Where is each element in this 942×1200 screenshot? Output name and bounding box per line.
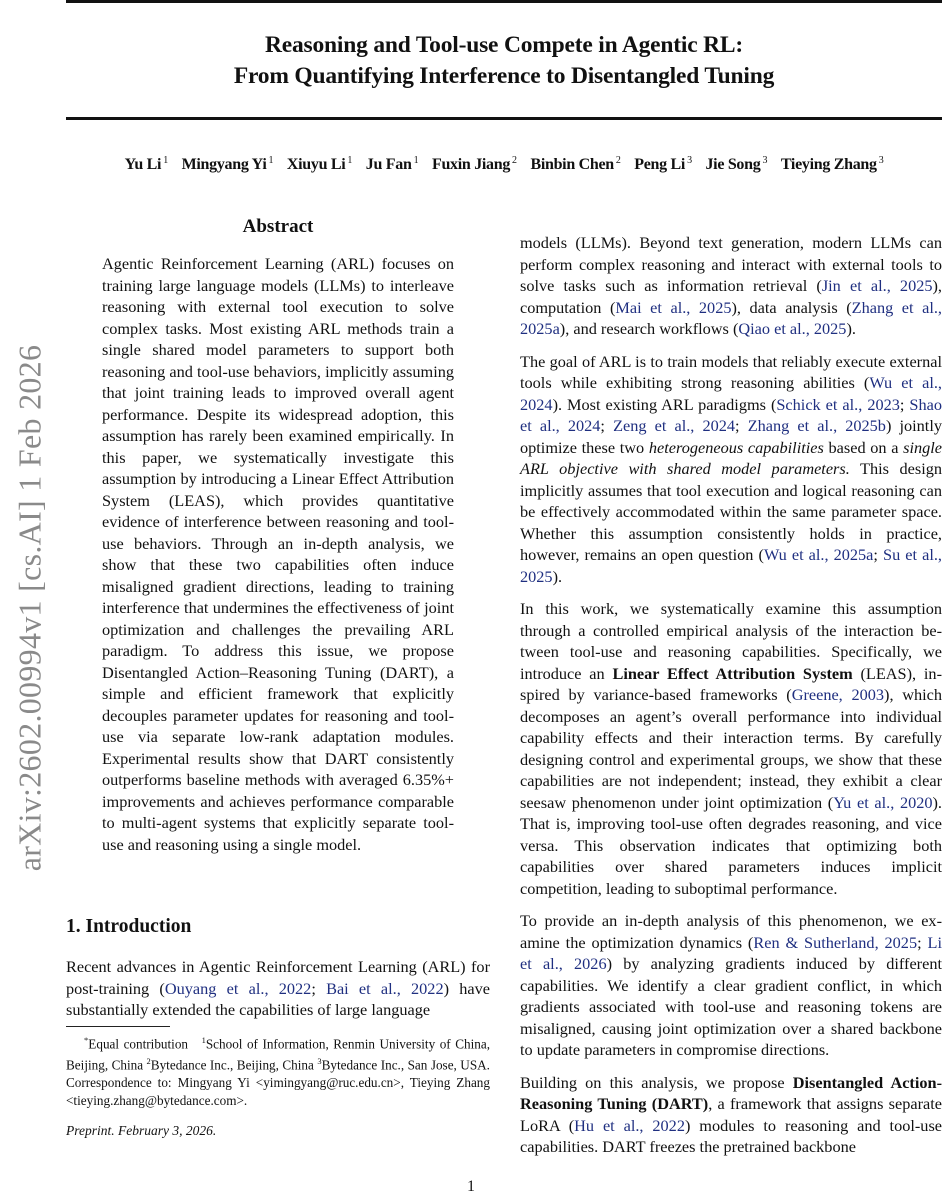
author: Tieying Zhang $^3$ — [780, 155, 884, 174]
paragraph: In this work, we systematically examine this assumption through a controlled empirical analysis of the interaction between tool-use and reasoning capabilities. Specifically, we introduce an Linear Effect Attribution System (LEAS), inspired by variance-based frameworks (Greene, 2003), which decomposes an agent’s overall performance into individual capability effects and their interaction terms. By carefully designing control and experimental groups, we show that these capabilities are not independent; instead, they exhibit a clear seesaw phenomenon under joint optimization (Yu et al., 2020). That is, improving tool-use often degrades reasoning, and vice versa. This observation indicates that optimizing both capabilities over shared parameters induces implicit competition, leading to suboptimal performance. — [520, 599, 942, 898]
page-number: 1 — [467, 1178, 475, 1195]
citation-link[interactable]: Wu et al., 2024 — [520, 373, 942, 414]
abstract-text: Agentic Reinforcement Learning (ARL) focuses on training large language models (LLMs) to interleave reasoning with external tool execution to solve complex tasks. Most existing ARL methods train a single shared model parameters to support both reasoning and tool-use behaviors, implicitly assuming that joint training leads to improved overall agent performance. Despite its widespread adoption, this assumption has rarely been examined empirically. In this paper, we systematically investigate this assumption by introducing a Linear Effect Attribution System (LEAS), which provides quantitative evidence of interference between reasoning and tool-use behaviors. Through an in-depth analysis, we show that these two capabilities often induce misaligned gradient directions, leading to training interference that undermines the effectiveness of joint optimization and challenges the prevailing ARL paradigm. To address this issue, we propose Disentangled Action–Reasoning Tuning (DART), a simple and efficient framework that explicitly decouples parameter updates for reasoning and tool-use via separate low-rank adaptation modules. Experimental results show that DART consistently outperforms baseline methods with averaged 6.35%+ improvements and achieves performance comparable to multi-agent systems that explicitly separate tool-use and reasoning using a single model. — [102, 254, 454, 854]
citation-link[interactable]: Jin et al., 2025 — [821, 276, 933, 295]
author-list — [66, 155, 942, 174]
arxiv-identifier: arXiv:2602.00994v1 [cs.AI] 1 Feb 2026 — [11, 344, 48, 872]
author: Xiuyu Li $^1$ — [286, 155, 353, 174]
preprint-date: Preprint. February 3, 2026. — [66, 1123, 217, 1138]
citation-link[interactable]: Li et al., 2026 — [520, 932, 942, 973]
citation-link[interactable]: Zhang et al., 2025a — [520, 297, 942, 338]
introduction-paragraph: Recent advances in Agentic Reinforcement Learning (ARL) for post-training (Ouyang et al., 2022; Bai et al., 2022) have substantially extended the capabilities of large language — [66, 957, 490, 1019]
title-line-1: Reasoning and Tool-use Compete in Agentic RL: — [264, 32, 744, 58]
paragraph: Building on this analysis, we propose Disentangled Action-Reasoning Tuning (DART), a framework that assigns separate LoRA (Hu et al., 2022) modules to reasoning and tool-use capabilities. DART freezes the pretrained backbone — [520, 1072, 942, 1156]
paragraph: To provide an in-depth analysis of this phenomenon, we examine the optimization dynamics (Ren & Sutherland, 2025; Li et al., 2026) by analyzing gradients induced by different capabilities. We identify a clear gradient conflict, in which gradients associated with tool-use and reasoning tokens are misaligned, causing joint optimization over a shared backbone to update parameters in compromise directions. — [520, 911, 942, 1059]
citation-link[interactable]: Mai et al., 2025 — [615, 297, 732, 317]
citation-link[interactable]: Shao et al., 2024 — [520, 394, 942, 435]
citation-link[interactable]: Wu et al., 2025a — [763, 545, 874, 564]
author: Fuxin Jiang $^2$ — [431, 155, 517, 174]
arxiv-stamp — [0, 258, 60, 958]
paragraph: The goal of ARL is to train models that reliably execute external tools while exhibiting strong reasoning abilities (Wu et al., 2024). Most existing ARL paradigms (Schick et al., 2023; Shao et al., 2024; Zeng et al., 2024; Zhang et al., 2025b) jointly optimize these two heterogeneous capabilities based on a single ARL objective with shared model parameters. This design implicitly assumes that tool execution and logical reasoning can be effectively accommodated within the same parameter space. Whether this assumption consistently holds in practice, however, remains an open question (Wu et al., 2025a; Su et al., 2025). — [520, 351, 942, 586]
author: Mingyang Yi $^1$ — [181, 155, 274, 174]
author: Binbin Chen $^2$ — [530, 155, 621, 174]
title-top-rule — [66, 0, 942, 3]
author: Ju Fan $^1$ — [365, 155, 419, 174]
citation-link[interactable]: Qiao et al., 2025 — [738, 319, 847, 338]
citation-link[interactable]: Ren & Sutherland, 2025 — [753, 932, 918, 952]
abstract-heading: Abstract — [242, 216, 314, 237]
citation-link[interactable]: Hu et al., 2022 — [574, 1115, 685, 1135]
citation-link[interactable]: Bai et al., 2022 — [326, 978, 444, 998]
citation-link[interactable]: Su et al., 2025 — [520, 545, 942, 586]
footnote-rule — [66, 1026, 170, 1027]
citation-link[interactable]: Ouyang et al., 2022 — [164, 978, 312, 998]
paragraph: models (LLMs). Beyond text generation, modern LLMs can perform complex reasoning and interact with external tools to solve tasks such as information retrieval (Jin et al., 2025), computation (Mai et al., 2025), data analysis (Zhang et al., 2025a), and research workflows (Qiao et al., 2025). — [520, 233, 942, 338]
citation-link[interactable]: Schick et al., 2023 — [776, 394, 900, 414]
citation-link[interactable]: Zeng et al., 2024 — [613, 416, 736, 435]
title-line-2: From Quantifying Interference to Disentangled Tuning — [233, 63, 775, 89]
paper-title — [66, 30, 942, 92]
author: Yu Li $^1$ — [124, 155, 168, 174]
citation-link[interactable]: Greene, 2003 — [791, 685, 885, 704]
author: Jie Song $^3$ — [705, 155, 768, 174]
right-column — [520, 232, 942, 1169]
title-bottom-rule — [66, 117, 942, 120]
section-heading-introduction: 1. Introduction — [66, 916, 192, 937]
citation-link[interactable]: Zhang et al., 2025b — [747, 416, 886, 435]
footnote: *Equal contribution $^1$School of Information, Renmin University of China, Beijing, China $^2$Bytedance Inc., Beijing, China $^3$Bytedance Inc., San Jose, USA. Correspondence to: Mingyang Yi <yimingyang@ruc.edu.cn>, Tieying Zhang <tieying.zhang@bytedance.com>. — [66, 1035, 490, 1109]
citation-link[interactable]: Yu et al., 2020 — [833, 792, 933, 812]
author: Peng Li $^3$ — [634, 155, 692, 174]
